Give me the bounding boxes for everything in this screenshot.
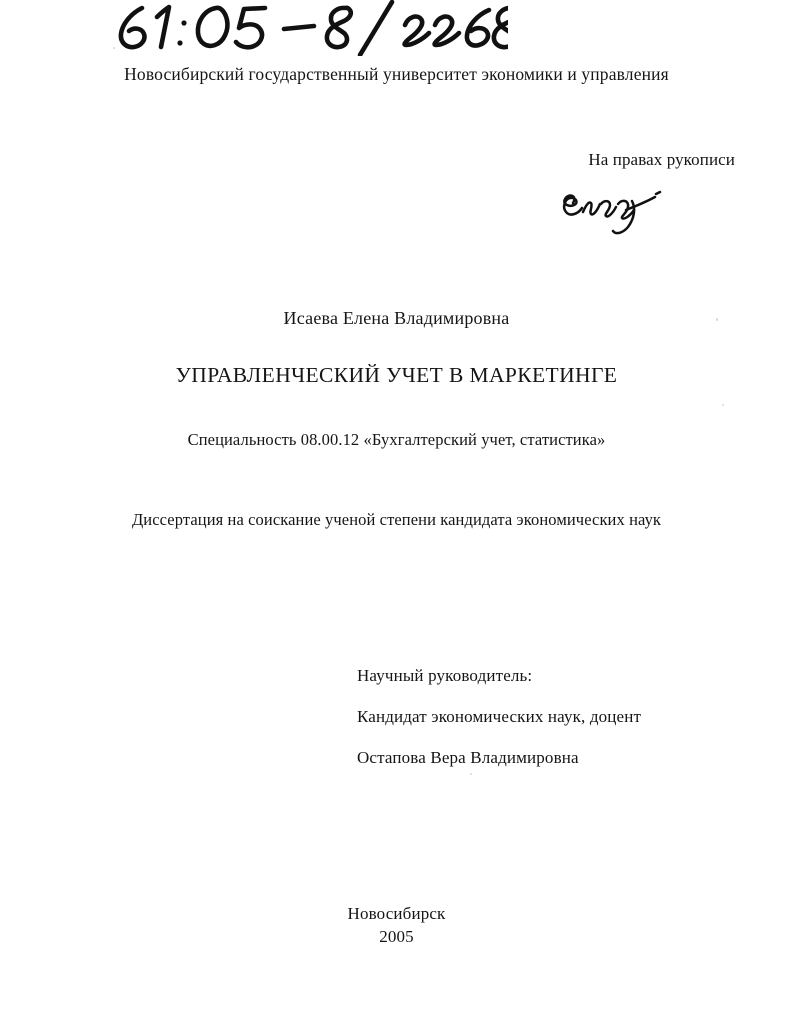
scan-speckle [470, 773, 472, 775]
scan-speckle [716, 318, 718, 321]
publication-city: Новосибирск [347, 904, 446, 923]
specialty-line: Специальность 08.00.12 «Бухгалтерский учет, статистика» [187, 430, 606, 449]
page-title: УПРАВЛЕНЧЕСКИЙ УЧЕТ В МАРКЕТИНГЕ [175, 363, 618, 387]
degree-statement: Диссертация на соискание ученой степени кандидата экономических наук [131, 510, 662, 529]
author-name: Исаева Елена Владимировна [283, 308, 510, 328]
scan-speckle [113, 47, 115, 49]
supervisor-degree: Кандидат экономических наук, доцент [357, 707, 642, 726]
handwritten-signature [556, 183, 668, 235]
university-name: Новосибирский государственный университет экономики и управления [124, 64, 669, 84]
scan-speckle [722, 404, 724, 406]
supervisor-name: Остапова Вера Владимировна [357, 748, 579, 767]
supervisor-heading: Научный руководитель: [357, 666, 533, 685]
archive-call-number-handwriting [108, 0, 508, 56]
footer-block [0, 903, 793, 949]
supervisor-block [357, 666, 697, 768]
publication-year: 2005 [379, 926, 414, 946]
manuscript-rights-note: На правах рукописи [588, 150, 735, 169]
